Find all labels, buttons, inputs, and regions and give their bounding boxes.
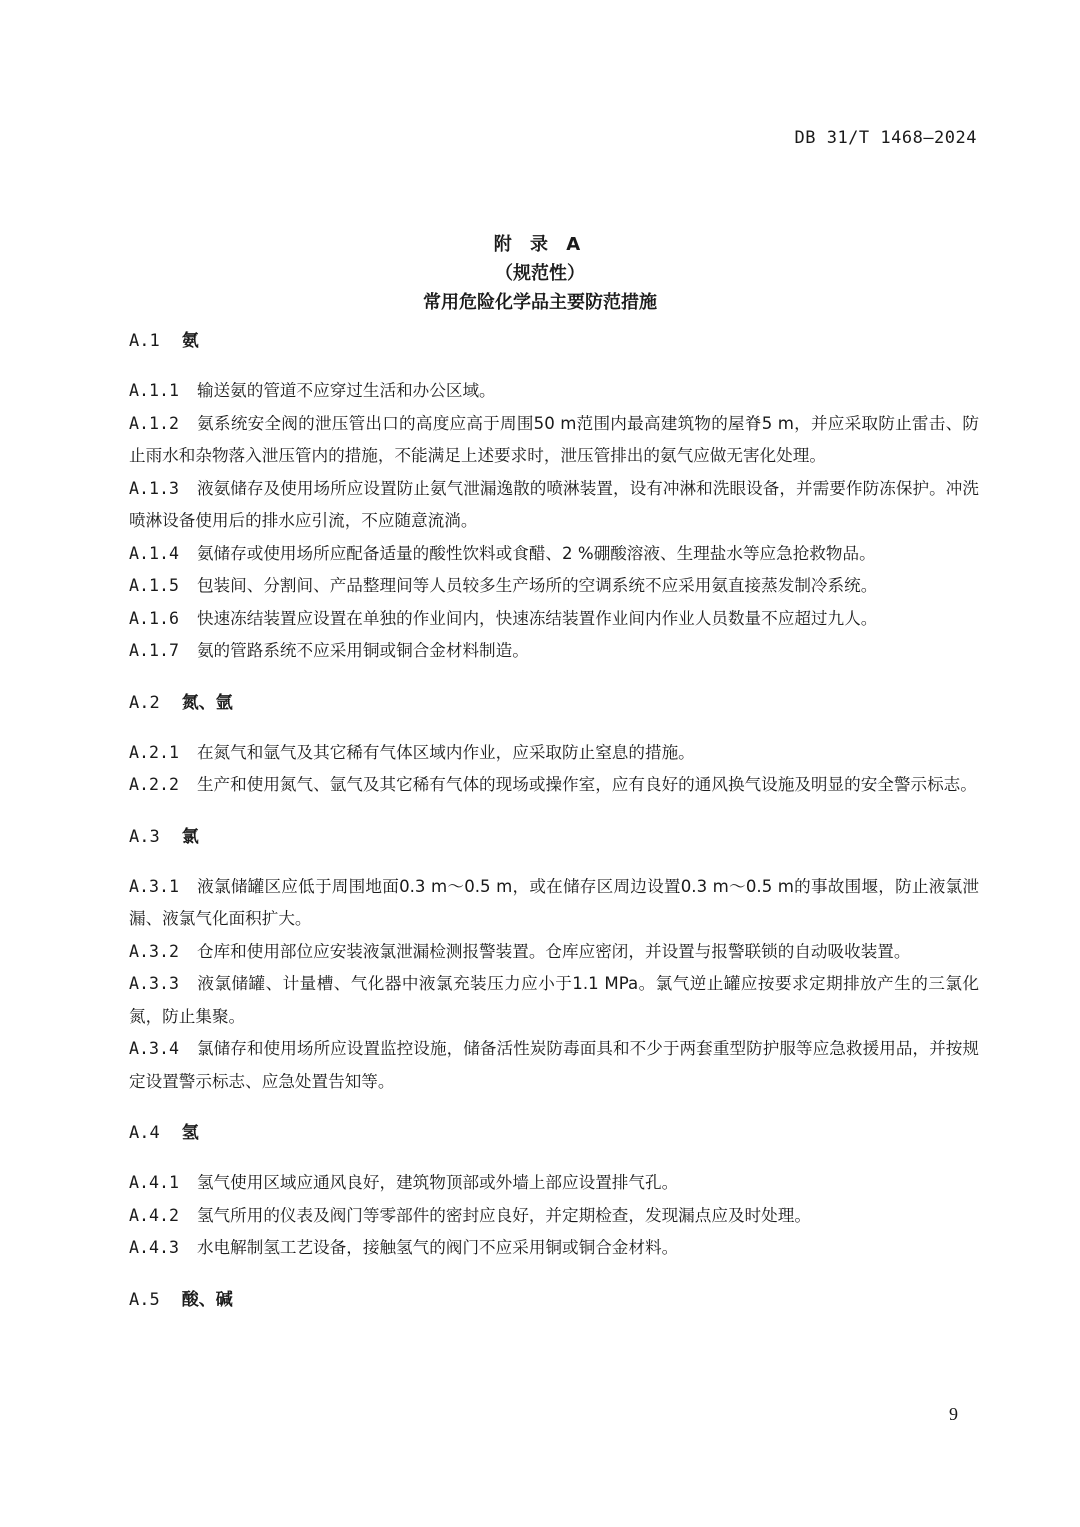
- section-heading: [129, 820, 979, 854]
- clause-text: 包装间、分割间、产品整理间等人员较多生产场所的空调系统不应采用氨直接蒸发制冷系统。: [196, 576, 878, 595]
- clause: [129, 936, 979, 969]
- clause-number: A.1.6: [129, 608, 179, 628]
- clause: [129, 635, 979, 668]
- clause-text: 氨的管路系统不应采用铜或铜合金材料制造。: [196, 641, 529, 660]
- clause-text: 氢气使用区域应通风良好，建筑物顶部或外墙上部应设置排气孔。: [196, 1173, 679, 1192]
- clause: [129, 968, 979, 1033]
- annex-content: [129, 324, 979, 1334]
- clause: [129, 1200, 979, 1233]
- clause-text: 液氯储罐区应低于周围地面0.3 m～0.5 m，或在储存区周边设置0.3 m～0.5 m的事故围堰，防止液氯泄漏、液氯气化面积扩大。: [129, 876, 979, 928]
- annex-title-block: [0, 230, 1080, 317]
- clause: [129, 1033, 979, 1098]
- section-heading: [129, 1283, 979, 1317]
- clause-text: 氢气所用的仪表及阀门等零部件的密封应良好，并定期检查，发现漏点应及时处理。: [196, 1205, 811, 1225]
- clause: [129, 603, 979, 636]
- section-title: 氨: [181, 331, 199, 351]
- section: [129, 686, 979, 802]
- clause: [129, 538, 979, 571]
- clause-text: 液氯储罐、计量槽、气化器中液氯充装压力应小于1.1 MPa。氯气逆止罐应按要求定期排放产生的三氯化氮，防止集聚。: [129, 974, 979, 1026]
- clause-number: A.1.2: [129, 413, 179, 433]
- section-number: A.1: [129, 331, 160, 351]
- section-title: 酸、碱: [181, 1289, 233, 1310]
- section-title: 氯: [181, 826, 199, 847]
- clause-number: A.1.4: [129, 543, 179, 563]
- clause: [129, 375, 979, 408]
- clause-number: A.4.1: [129, 1173, 179, 1192]
- clause-text: 输送氨的管道不应穿过生活和办公区域。: [196, 381, 496, 400]
- clause-text: 在氮气和氩气及其它稀有气体区域内作业，应采取防止窒息的措施。: [196, 742, 695, 762]
- section: [129, 820, 979, 1099]
- clause-number: A.4.2: [129, 1205, 179, 1225]
- section-heading: [129, 686, 979, 720]
- section-title: 氢: [181, 1123, 199, 1143]
- section-number: A.2: [129, 692, 160, 713]
- clause: [129, 769, 979, 802]
- clause-number: A.2.1: [129, 742, 179, 762]
- clause-text: 生产和使用氮气、氩气及其它稀有气体的现场或操作室，应有良好的通风换气设施及明显的安全警示标志。: [196, 775, 977, 794]
- annex-label: 附 录 A: [493, 234, 587, 255]
- clause-number: A.3.4: [129, 1039, 179, 1058]
- clause-number: A.4.3: [129, 1238, 179, 1257]
- section-heading: [129, 324, 979, 358]
- clause: [129, 1167, 979, 1200]
- section: [129, 324, 979, 668]
- clause-number: A.1.1: [129, 381, 179, 400]
- section-heading: [129, 1116, 979, 1150]
- section-number: A.3: [129, 826, 160, 847]
- clause: [129, 737, 979, 770]
- clause: [129, 871, 979, 936]
- clause: [129, 408, 979, 473]
- clause: [129, 473, 979, 538]
- document-code: DB 31/T 1468—2024: [794, 128, 977, 148]
- clause-text: 快速冻结装置应设置在单独的作业间内，快速冻结装置作业间内作业人员数量不应超过九人。: [196, 608, 878, 628]
- clause-text: 仓库和使用部位应安装液氯泄漏检测报警装置。仓库应密闭，并设置与报警联锁的自动吸收装置。: [196, 941, 911, 961]
- page-number: 9: [949, 1404, 958, 1424]
- clause-number: A.3.1: [129, 876, 179, 896]
- clause-number: A.3.2: [129, 941, 179, 961]
- clause: [129, 570, 979, 603]
- clause-number: A.1.3: [129, 478, 179, 498]
- clause-text: 水电解制氢工艺设备，接触氢气的阀门不应采用铜或铜合金材料。: [196, 1238, 679, 1257]
- section-number: A.4: [129, 1123, 160, 1143]
- clause-text: 氨储存或使用场所应配备适量的酸性饮料或食醋、2 %硼酸溶液、生理盐水等应急抢救物品。: [196, 543, 876, 563]
- clause-number: A.1.5: [129, 576, 179, 595]
- section: [129, 1283, 979, 1317]
- clause-number: A.1.7: [129, 641, 179, 660]
- clause-text: 液氨储存及使用场所应设置防止氨气泄漏逸散的喷淋装置，设有冲淋和洗眼设备，并需要作防冻保护。冲洗喷淋设备使用后的排水应引流，不应随意流淌。: [129, 478, 979, 530]
- clause-number: A.2.2: [129, 775, 179, 794]
- clause-number: A.3.3: [129, 974, 179, 993]
- clause: [129, 1232, 979, 1265]
- annex-title: 常用危险化学品主要防范措施: [423, 292, 657, 313]
- annex-nature: （规范性）: [495, 263, 585, 284]
- section-title: 氮、氩: [181, 692, 233, 713]
- section: [129, 1116, 979, 1265]
- clause-text: 氯储存和使用场所应设置监控设施，储备活性炭防毒面具和不少于两套重型防护服等应急救援用品，并按规定设置警示标志、应急处置告知等。: [129, 1039, 979, 1091]
- clause-text: 氨系统安全阀的泄压管出口的高度应高于周围50 m范围内最高建筑物的屋脊5 m，并应采取防止雷击、防止雨水和杂物落入泄压管内的措施，不能满足上述要求时，泄压管排出的氨气应做无害化处理。: [129, 413, 979, 465]
- section-number: A.5: [129, 1289, 160, 1310]
